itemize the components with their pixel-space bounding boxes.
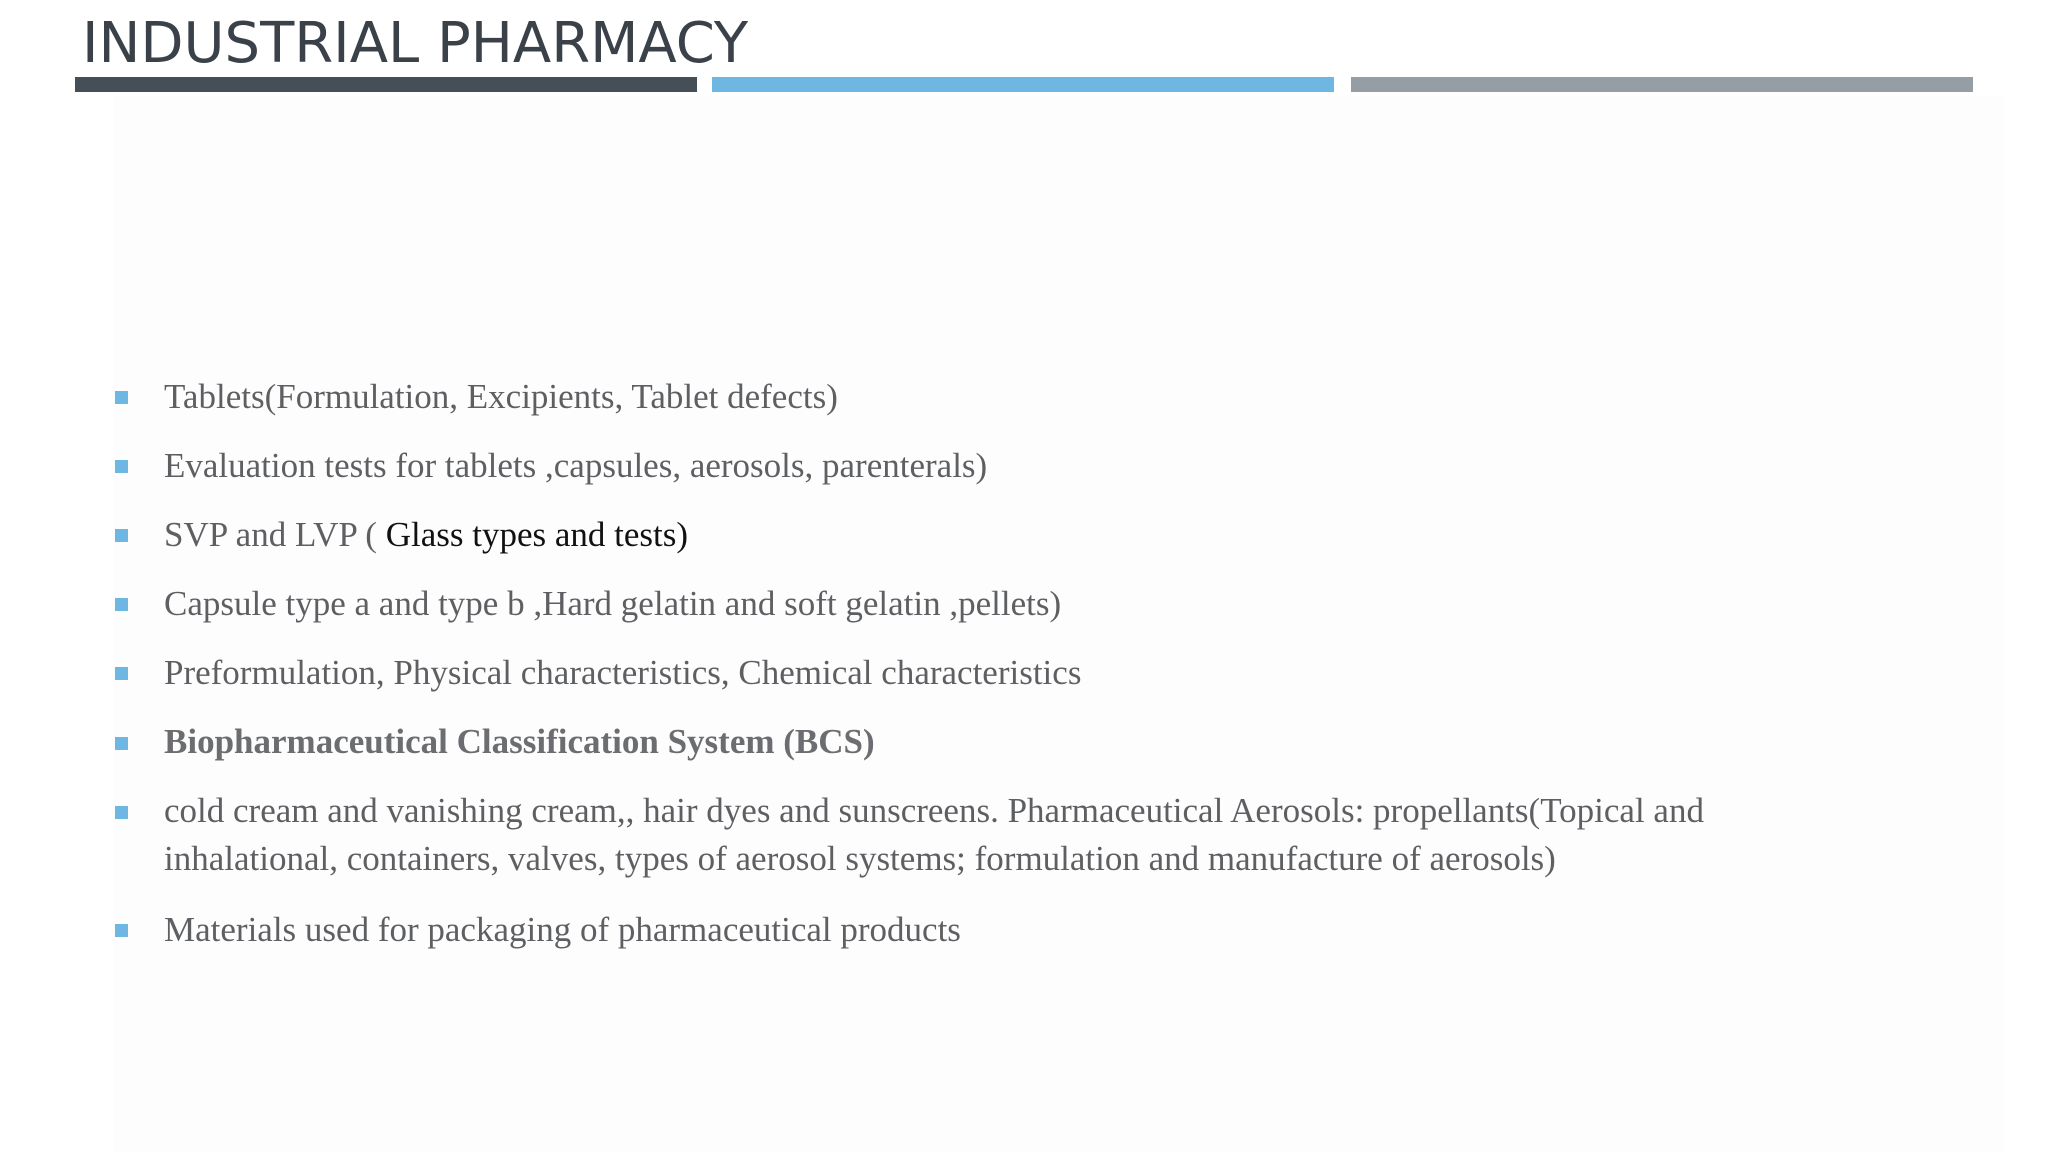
- square-bullet-icon: [115, 924, 128, 937]
- topic-text-emphasis: Glass types and tests): [385, 515, 689, 554]
- square-bullet-icon: [115, 667, 128, 680]
- square-bullet-icon: [115, 529, 128, 542]
- topic-text: Materials used for packaging of pharmaceutical products: [164, 910, 961, 949]
- topic-text-lead: SVP and LVP (: [164, 515, 386, 554]
- square-bullet-icon: [115, 737, 128, 750]
- square-bullet-icon: [115, 806, 128, 819]
- square-bullet-icon: [115, 391, 128, 404]
- topic-text: Capsule type a and type b ,Hard gelatin and soft gelatin ,pellets): [164, 584, 1062, 623]
- topic-text: [164, 511, 1884, 559]
- topic-text: Preformulation, Physical characteristics, Chemical characteristics: [164, 653, 1082, 692]
- square-bullet-icon: [115, 460, 128, 473]
- topic-text: Evaluation tests for tablets ,capsules, aerosols, parenterals): [164, 446, 988, 485]
- topic-text: Tablets(Formulation, Excipients, Tablet defects): [164, 377, 838, 416]
- topic-text: cold cream and vanishing cream,, hair dyes and sunscreens. Pharmaceutical Aerosols: propellants(Topical and inhalational, containers, valves, types of aerosol systems; formulation and manufacture of aerosols): [164, 791, 1704, 878]
- slide-title: INDUSTRIAL PHARMACY: [82, 11, 749, 76]
- topic-text: Biopharmaceutical Classification System (BCS): [164, 722, 875, 761]
- square-bullet-icon: [115, 598, 128, 611]
